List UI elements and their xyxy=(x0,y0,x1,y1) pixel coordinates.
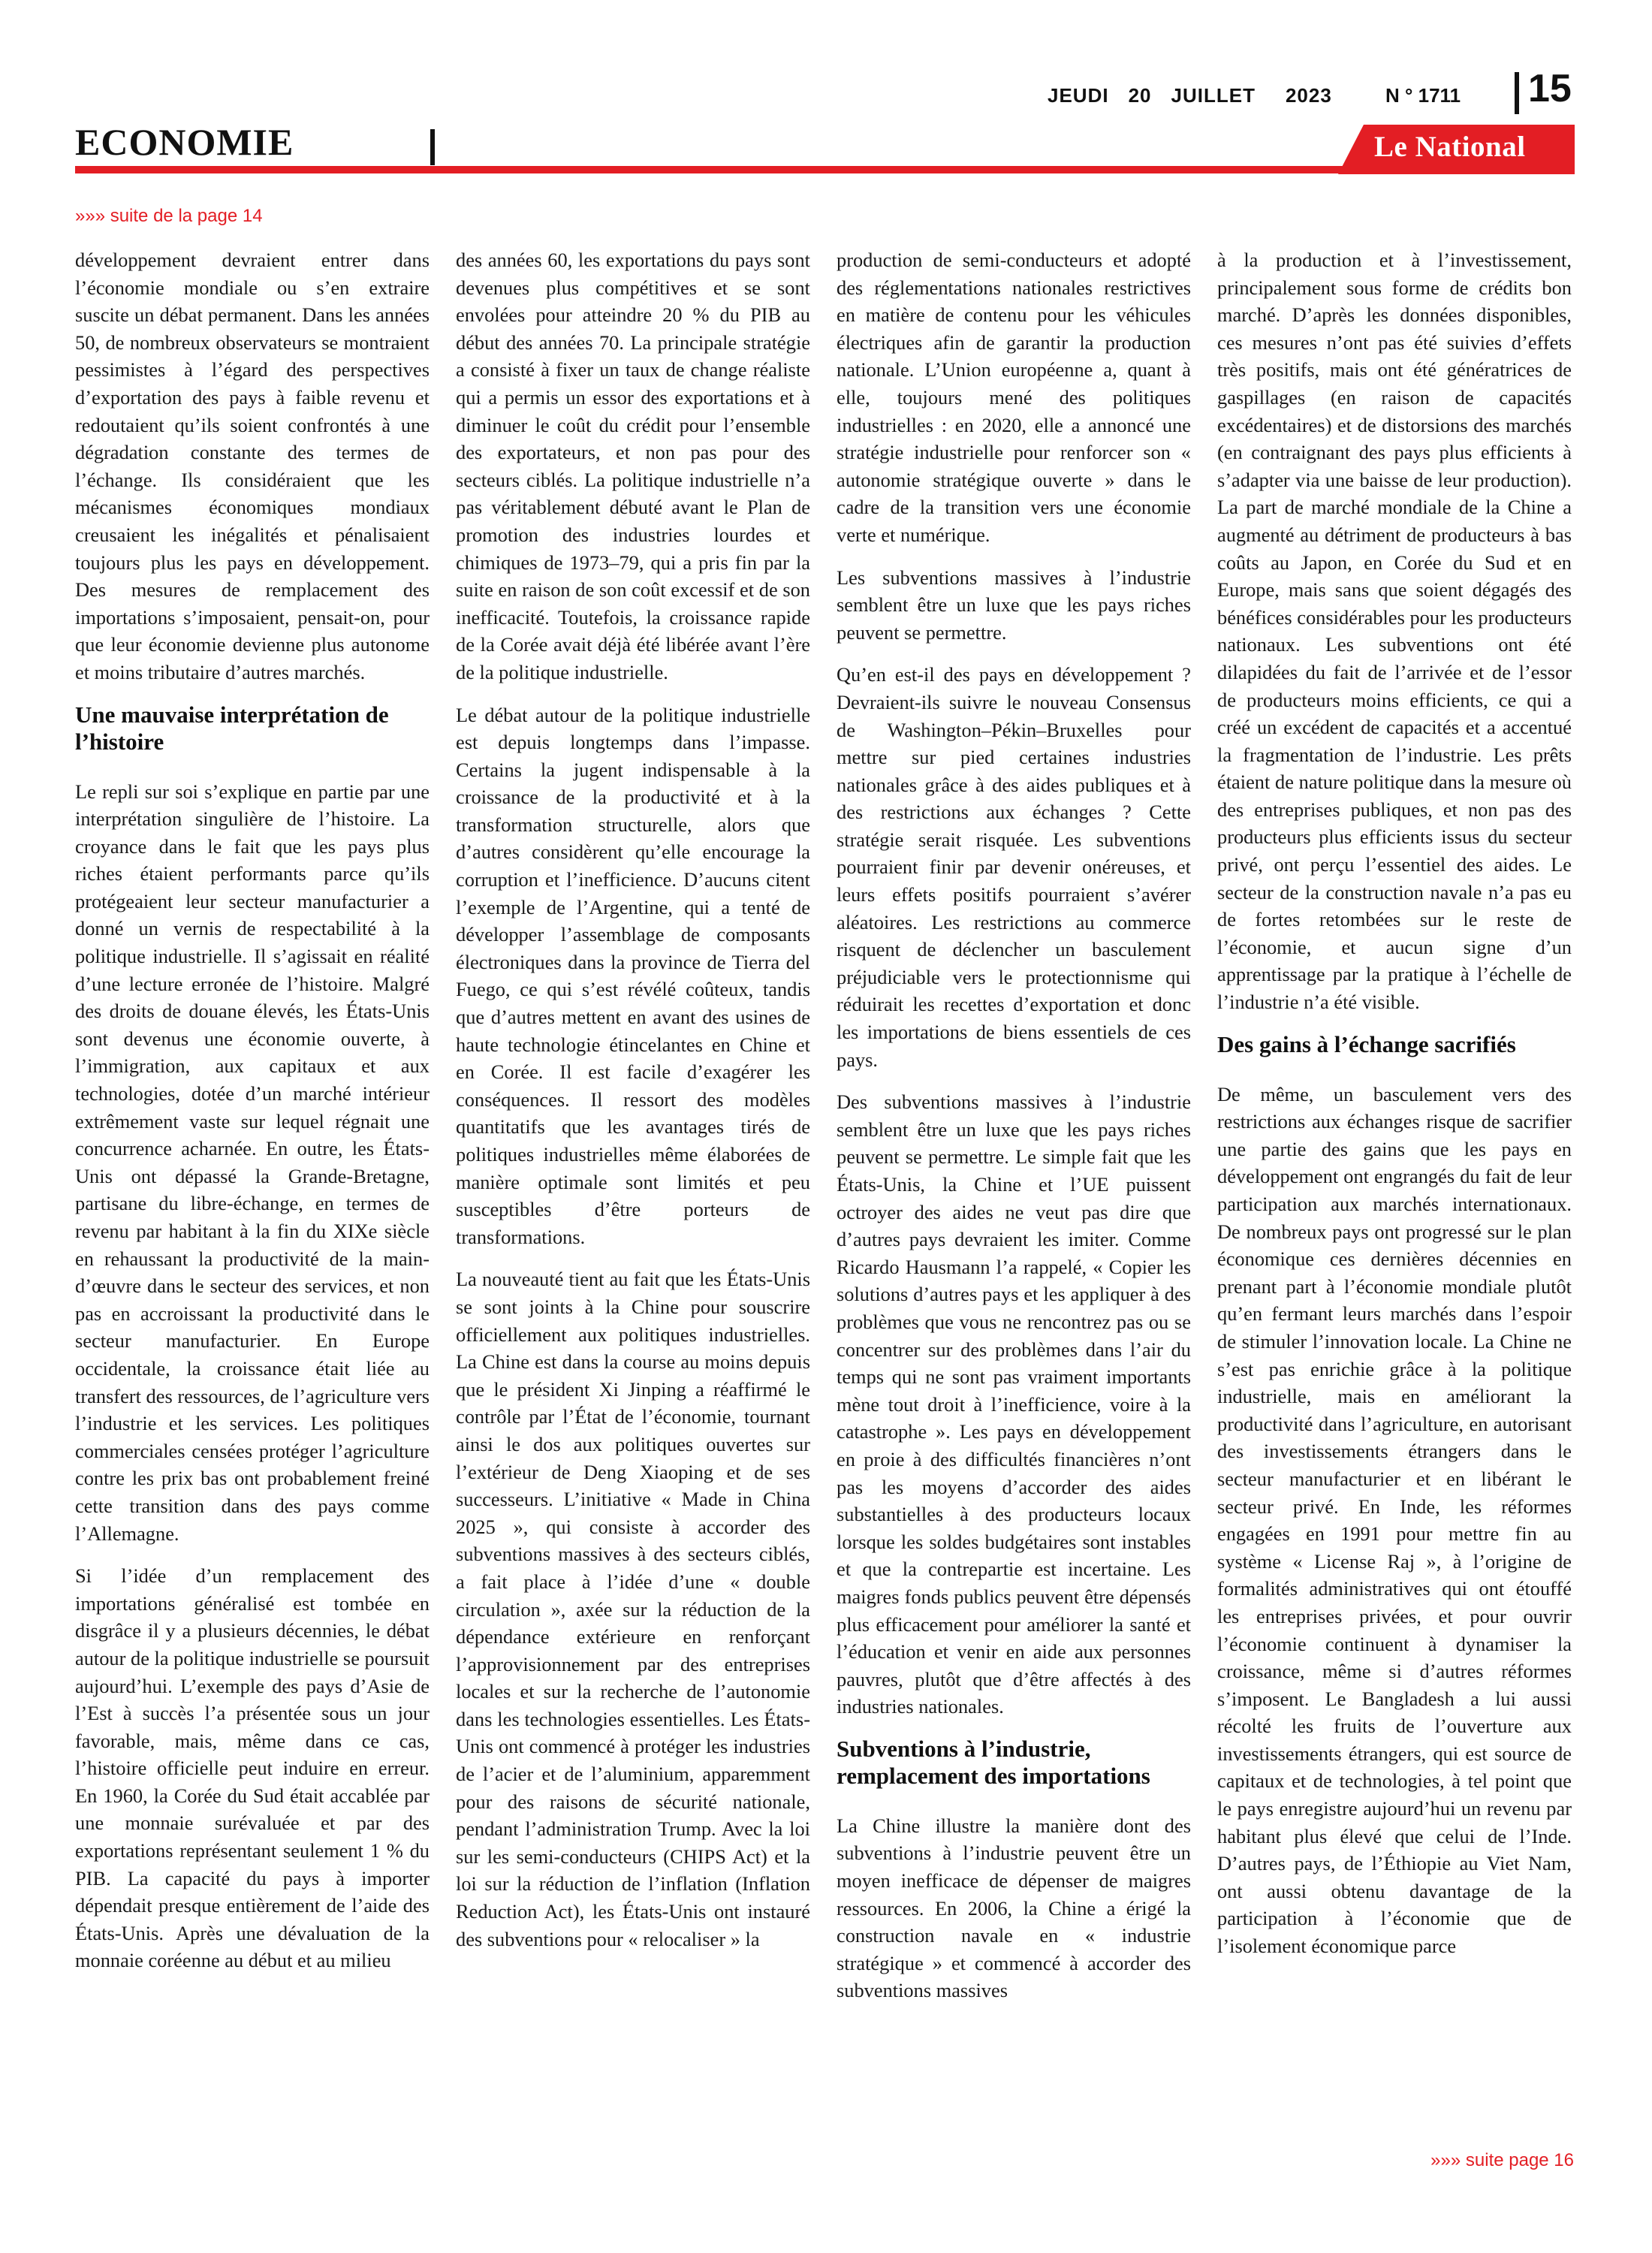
paragraph: La nouveauté tient au fait que les États-Unis se sont joints à la Chine pour souscrire officiellement aux politiques industrielles. La Chine est dans la course au moins depuis que le président Xi Jinping a réaffirmé le contrôle par l’État de l’économie, tournant ainsi le dos aux politiques ouvertes sur l’extérieur de Deng Xiaoping et de ses successeurs. L’initiative « Made in China 2025 », qui consiste à accorder des subventions massives à des secteurs ciblés, a fait place à l’idée d’une « double circulation », axée sur la réduction de la dépendance extérieure en renforçant l’approvisionnement par des entreprises locales et sur la recherche de l’autonomie dans les technologies essentielles. Les États-Unis ont commencé à protéger les industries de l’acier et de l’aluminium, apparemment pour des raisons de sécurité nationale, pendant l’administration Trump. Avec la loi sur les semi-conducteurs (CHIPS Act) et la loi sur la réduction de l’inflation (Inflation Reduction Act), les États-Unis ont instauré des subventions pour « relocaliser » la xyxy=(456,1268,810,1950)
paragraph: développement devraient entrer dans l’économie mondiale ou s’en extraire suscite un débat permanent. Dans les années 50, de nombreux observateurs se montraient pessimistes à l’égard des perspectives d’exportation des pays à faible revenu et redoutaient qu’ils soient confrontés à une dégradation constante des termes de l’échange. Ils considéraient que les mécanismes économiques mondiaux creusaient les inégalités et pénalisaient toujours plus les pays en développement. Des mesures de remplacement des importations s’imposaient, pensait-on, pour que leur économie devienne plus autonome et moins tributaire d’autres marchés. xyxy=(75,249,430,683)
date-number: 20 xyxy=(1128,84,1152,107)
article-column-3 xyxy=(837,246,1191,2139)
section-title-divider xyxy=(430,129,435,165)
paragraph: à la production et à l’investissement, principalement sous forme de crédits bon marché. D’après les données disponibles, ces mesures n’ont pas été suivies d’effets très positifs, mais ont été génératrices de gaspillages (en raison de capacités excédentaires) et de distorsions des marchés (en contraignant des pays plus efficients à s’adapter via une baisse de leur production). La part de marché mondiale de la Chine a augmenté au détriment de producteurs à bas coûts au Japon, en Corée du Sud et en Europe, mais sans que soient dégagés des bénéfices considérables pour les producteurs nationaux. Les subventions ont été dilapidées du fait de l’arrivée et de l’essor de producteurs moins efficients, ce qui a créé un excédent de capacités et a accentué la fragmentation de l’industrie. Les prêts étaient de nature politique dans la mesure où des entreprises publiques, et non pas des producteurs plus efficients issus du secteur privé, ont perçu l’essentiel des aides. Le secteur de la construction navale n’a pas eu de fortes retombées sur le reste de l’économie, et aucun signe d’un apprentissage par la pratique à l’échelle de l’industrie n’a été visible. xyxy=(1217,249,1572,1014)
paragraph: La Chine illustre la manière dont des subventions à l’industrie peuvent être un moyen inefficace de dépenser de maigres ressources. En 2006, la Chine a érigé la construction navale en « industrie stratégique » et commencé à accorder des subventions massives xyxy=(837,1814,1191,2002)
paragraph: Si l’idée d’un remplacement des importations généralisé est tombée en disgrâce il y a plusieurs décennies, le débat autour de la politique industrielle se poursuit aujourd’hui. L’exemple des pays d’Asie de l’Est à succès l’a présentée sous un jour favorable, mais, même dans ce cas, l’histoire officielle peut induire en erreur. En 1960, la Corée du Sud était accablée par une monnaie surévaluée et par des exportations représentant seulement 1 % du PIB. La capacité du pays à importer dépendait presque entièrement de l’aide des États-Unis. Après une dévaluation de la monnaie coréenne au début et au milieu xyxy=(75,1564,430,1972)
continued-from-note: »»» suite de la page 14 xyxy=(75,206,263,226)
paragraph: des années 60, les exportations du pays sont devenues plus compétitives et se sont envolées pour atteindre 20 % du PIB au début des années 70. La principale stratégie a consisté à fixer un taux de change réaliste qui a permis un essor des exportations et à diminuer le coût du crédit pour l’ensemble des exportateurs, et non pas pour des secteurs ciblés. La politique industrielle n’a pas véritablement débuté avant le Plan de promotion des industries lourdes et chimiques de 1973–79, qui a pris fin par la suite en raison de son coût excessif et de son inefficacité. Toutefois, la croissance rapide de la Corée avait déjà été libérée avant l’ère de la politique industrielle. xyxy=(456,249,810,683)
subheading: Subventions à l’industrie, remplacement des importations xyxy=(837,1735,1150,1789)
paragraph: production de semi-conducteurs et adopté des réglementations nationales restrictives en matière de contenu pour les véhicules électriques afin de garantir la production nationale. L’Union européenne a, quant à elle, toujours mené des politiques industrielles : en 2020, elle a annoncé une stratégie industrielle pour renforcer son « autonomie stratégique ouverte » dans le cadre de la transition vers une économie verte et numérique. xyxy=(837,249,1191,546)
paragraph: Le repli sur soi s’explique en partie par une interprétation singulière de l’histoire. La croyance dans le fait que les pays plus riches étaient performants parce qu’ils protégeaient leur secteur manufacturier a donné un vernis de respectabilité à la politique industrielle. Il s’agissait en réalité d’une lecture erronée de l’histoire. Malgré des droits de douane élevés, les États-Unis sont devenus une économie ouverte, à l’immigration, aux capitaux et aux technologies, dotée d’un marché intérieur extrêmement vaste sur lequel régnait une concurrence acharnée. En outre, les États-Unis ont dépassé la Grande-Bretagne, partisane du libre-échange, en termes de revenu par habitant à la fin du XIXe siècle en rehaussant la productivité de la main-d’œuvre dans le secteur des services, et non pas en accroissant la productivité dans le secteur manufacturier. En Europe occidentale, la croissance était liée au transfert des ressources, de l’agriculture vers l’industrie et les services. Les politiques commerciales censées protéger l’agriculture contre les prix bas ont probablement freiné cette transition dans des pays comme l’Allemagne. xyxy=(75,780,430,1545)
subheading: Des gains à l’échange sacrifiés xyxy=(1217,1030,1516,1057)
article-column-4 xyxy=(1217,246,1572,2139)
date-year: 2023 xyxy=(1285,84,1332,107)
continued-to-note: »»» suite page 16 xyxy=(1430,2150,1574,2170)
section-title: ECONOMIE xyxy=(75,121,294,163)
page-number-divider xyxy=(1515,72,1519,114)
brand-name: Le National xyxy=(1374,131,1526,163)
issue-number: N ° 1711 xyxy=(1385,84,1461,107)
article-column-2 xyxy=(456,246,810,2139)
issue-date xyxy=(1048,84,1332,107)
paragraph: Le débat autour de la politique industrielle est depuis longtemps dans l’impasse. Certains la jugent indispensable à la croissance de la productivité et à la transformation structurelle, alors que d’autres considèrent qu’elle encourage la corruption et l’inefficience. D’aucuns citent l’exemple de l’Argentine, qui a tenté de développer l’assemblage de composants électroniques dans la province de Tierra del Fuego, ce qui s’est révélé coûteux, tandis que d’autres mettent en avant des usines de haute technologie étincelantes en Chine et en Corée. Il est facile d’exagérer les conséquences. Il ressort des modèles quantitatifs que les avantages tirés de politiques industrielles même élaborées de manière optimale sont limités et peu susceptibles d’être porteurs de transformations. xyxy=(456,703,810,1248)
paragraph: Qu’en est-il des pays en développement ? Devraient-ils suivre le nouveau Consensus de Washington–Pékin–Bruxelles pour mettre sur pied certaines industries nationales grâce à des aides publiques et à des restrictions aux échanges ? Cette stratégie serait risquée. Les subventions pourraient finir par devenir onéreuses, et leurs effets positifs pourraient s’avérer aléatoires. Les restrictions au commerce risquent de déclencher un basculement préjudiciable vers le protectionnisme qui réduirait les recettes d’exportation et donc les importations de biens essentiels de ces pays. xyxy=(837,663,1191,1071)
date-day: JEUDI xyxy=(1048,84,1109,107)
subheading: Une mauvaise interprétation de l’histoire xyxy=(75,701,389,755)
date-month: JUILLET xyxy=(1171,84,1256,107)
paragraph: Les subventions massives à l’industrie semblent être un luxe que les pays riches peuvent se permettre. xyxy=(837,566,1191,644)
paragraph: Des subventions massives à l’industrie semblent être un luxe que les pays riches peuvent se permettre. Le simple fait que les États-Unis, la Chine et l’UE puissent octroyer des aides ne veut pas dire que d’autres pays devraient les imiter. Comme Ricardo Hausmann l’a rappelé, « Copier les solutions d’autres pays et les appliquer à des problèmes que vous ne rencontrez pas ou se concentrer sur des problèmes dans l’air du temps qui ne sont pas vraiment importants mène tout droit à l’inefficience, voire à la catastrophe ». Les pays en développement en proie à des difficultés financières n’ont pas les moyens d’accorder des aides substantielles à des producteurs locaux lorsque les soldes budgétaires sont instables et que la contrepartie est incertaine. Les maigres fonds publics peuvent être dépensés plus efficacement pour améliorer la santé et l’éducation et venir en aide aux personnes pauvres, plutôt que d’être affectés à des industries nationales. xyxy=(837,1090,1191,1718)
paragraph: De même, un basculement vers des restrictions aux échanges risque de sacrifier une partie des gains que les pays en développement ont engrangés du fait de leur participation aux marchés internationaux. De nombreux pays ont progressé sur le plan économique ces dernières décennies en prenant part à l’économie mondiale plutôt qu’en fermant leurs marchés dans l’espoir de stimuler l’innovation locale. La Chine ne s’est pas enrichie grâce à la politique industrielle, mais en améliorant la productivité dans l’agriculture, en autorisant des investissements étrangers dans le secteur manufacturier et en libérant le secteur privé. En Inde, les réformes engagées en 1991 pour mettre fin au système « License Raj », à l’origine de formalités administratives qui ont étouffé les entreprises privées, et pour ouvrir l’économie continuent à dynamiser la croissance, même si d’autres réformes s’imposent. Le Bangladesh a lui aussi récolté les fruits de l’ouverture aux investissements étrangers, qui est source de capitaux et de technologies, à tel point que le pays enregistre aujourd’hui un revenu par habitant plus élevé que celui de l’Inde. D’autres pays, de l’Éthiopie au Viet Nam, ont aussi obtenu davantage de la participation à l’économie que de l’isolement économique parce xyxy=(1217,1082,1572,1958)
page-number: 15 xyxy=(1528,67,1572,110)
article-column-1 xyxy=(75,246,430,2139)
